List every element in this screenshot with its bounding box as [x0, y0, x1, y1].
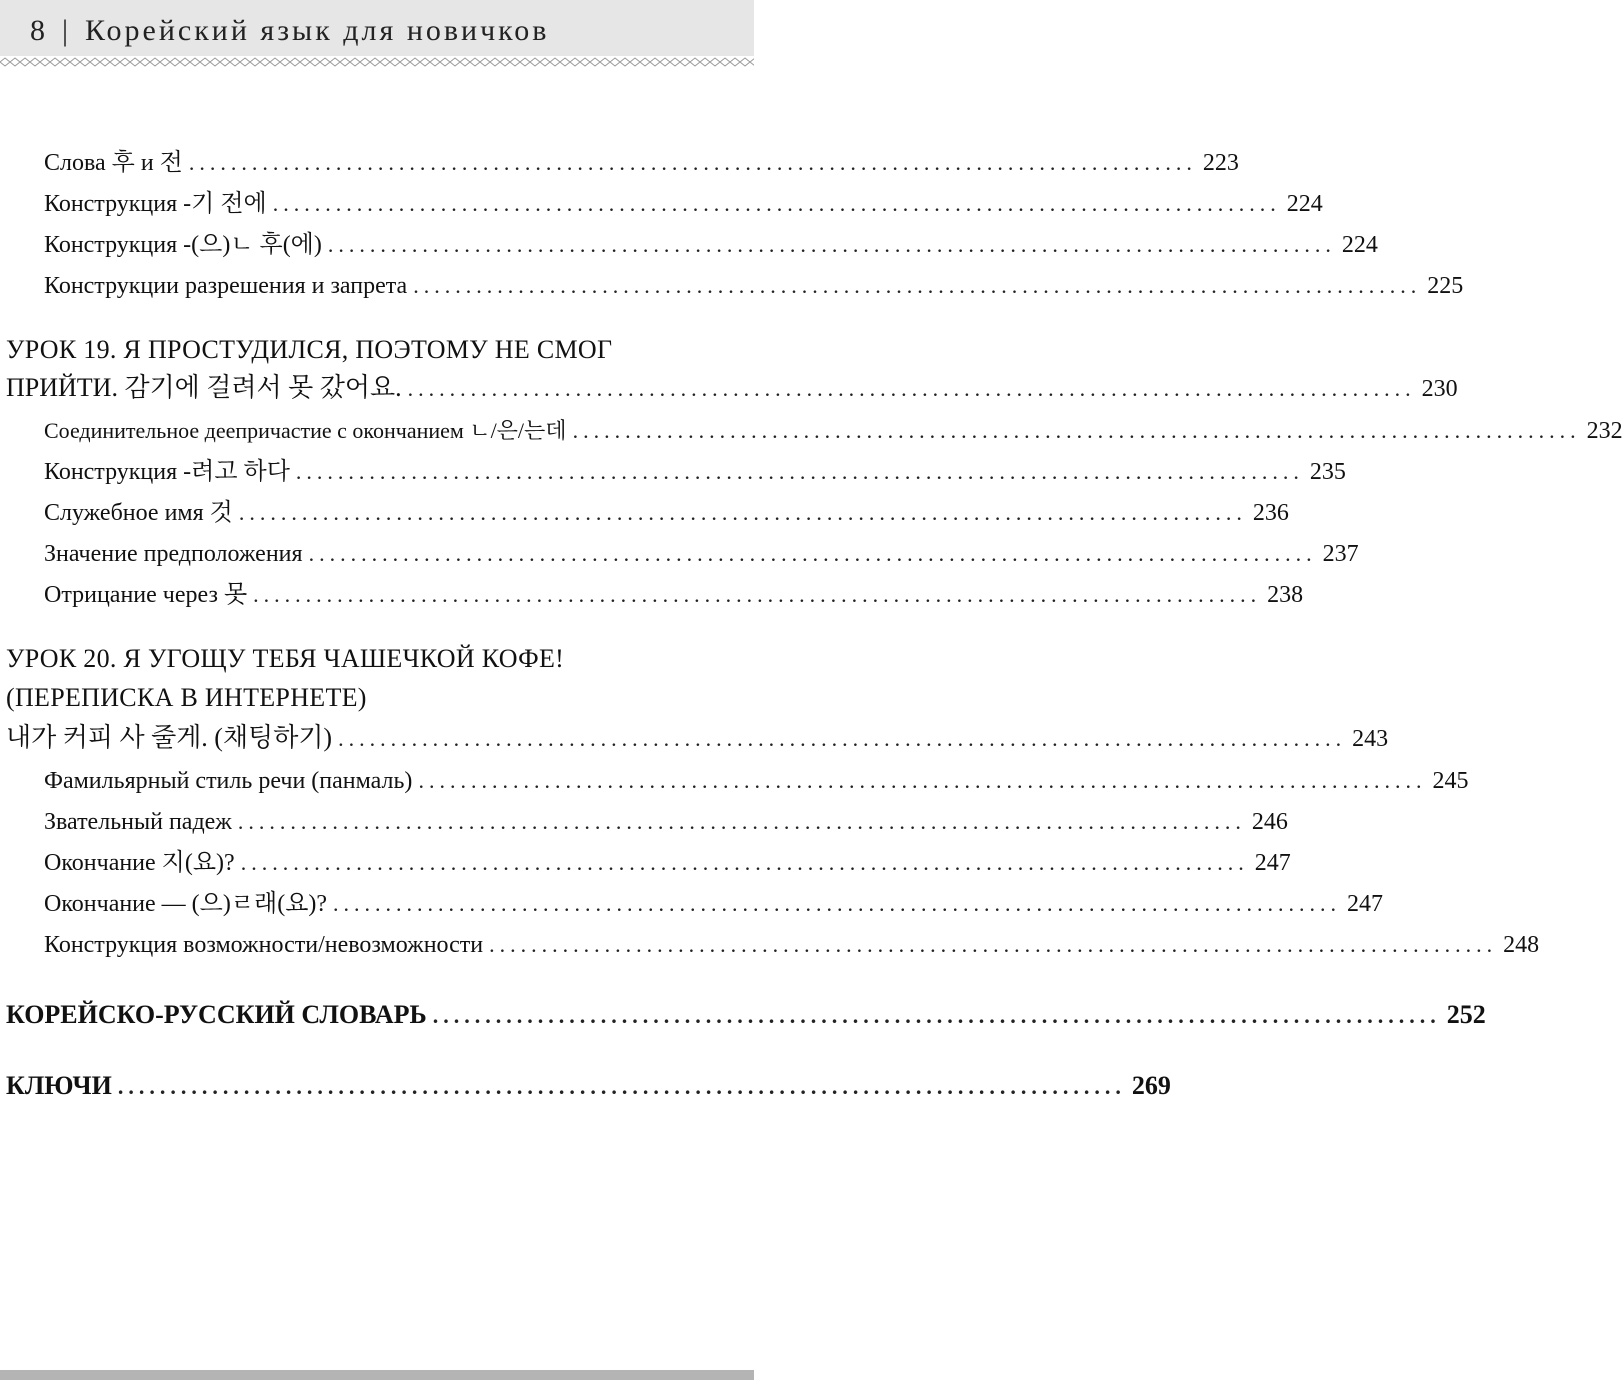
- lesson-20-entry[interactable]: [6, 723, 1389, 754]
- lesson-20-title-line1: УРОК 20. Я УГОЩУ ТЕБЯ ЧАШЕЧКОЙ КОФЕ!: [6, 644, 565, 673]
- toc-entry-label: Соединительное деепричастие с окончанием ㄴ/은/는데: [44, 418, 567, 443]
- toc-entry[interactable]: [44, 580, 1304, 610]
- dictionary-label: КОРЕЙСКО-РУССКИЙ СЛОВАРЬ: [6, 1000, 427, 1029]
- footer-bar: [0, 1370, 754, 1380]
- toc-entry[interactable]: [44, 766, 1469, 796]
- toc-entry-page: 223: [1202, 150, 1239, 176]
- toc-entry-label: Значение предположения: [44, 541, 303, 567]
- toc-entry[interactable]: [44, 230, 1378, 260]
- dictionary-entry[interactable]: [6, 1000, 1486, 1031]
- toc-entry[interactable]: [44, 848, 1291, 878]
- leader-dots: ................................................................................................: [240, 850, 1249, 875]
- leader-dots: ................................................................................................: [333, 891, 1342, 916]
- toc-entry-page: 243: [1352, 726, 1389, 752]
- toc-entry-page: 236: [1252, 500, 1289, 526]
- toc-entry[interactable]: [44, 148, 1239, 178]
- toc-entry-label: Конструкция возможности/невозможности: [44, 932, 484, 958]
- toc-entry-label: Фамильярный стиль речи (панмаль): [44, 768, 413, 794]
- toc-entry[interactable]: [44, 457, 1346, 487]
- toc-entry[interactable]: [44, 271, 1464, 301]
- toc-entry[interactable]: [44, 930, 1540, 960]
- leader-dots: ................................................................................................: [237, 809, 1246, 834]
- leader-dots: ................................................................................................: [413, 273, 1422, 298]
- toc-entry[interactable]: [44, 416, 1623, 446]
- toc-entry-label: Окончание — (으)ㄹ래(요)?: [44, 891, 328, 917]
- toc-entry-label: Конструкции разрешения и запрета: [44, 273, 408, 299]
- leader-dots: ................................................................................................: [238, 500, 1247, 525]
- toc-entry-page: 248: [1503, 932, 1540, 958]
- toc-entry-page: 245: [1432, 768, 1469, 794]
- leader-dots: ................................................................................................: [338, 726, 1347, 751]
- keys-page: 269: [1131, 1071, 1171, 1100]
- keys-entry[interactable]: [6, 1071, 1171, 1102]
- leader-dots: ................................................................................................: [117, 1074, 1126, 1099]
- header-text: [30, 14, 549, 48]
- leader-dots: ................................................................................................: [253, 582, 1262, 607]
- leader-dots: ................................................................................................: [308, 541, 1317, 566]
- keys-label: КЛЮЧИ: [6, 1071, 112, 1100]
- toc-entry-page: 247: [1347, 891, 1384, 917]
- header-separator: |: [62, 14, 72, 47]
- leader-dots: ................................................................................................: [489, 932, 1498, 957]
- toc-entry[interactable]: [44, 189, 1323, 219]
- toc-entry-page: 224: [1341, 232, 1378, 258]
- leader-dots: ................................................................................................: [418, 768, 1427, 793]
- book-title: Корейский язык для новичков: [85, 14, 550, 47]
- toc-entry-label: Звательный падеж: [44, 809, 232, 835]
- toc-entry[interactable]: [44, 889, 1384, 919]
- toc-entry-page: 247: [1254, 850, 1291, 876]
- toc-entry-label: Конструкция -(으)ㄴ 후(에): [44, 232, 322, 258]
- toc-entry[interactable]: [44, 807, 1288, 837]
- toc-entry-page: 235: [1309, 459, 1346, 485]
- lesson-19-title-line2: ПРИЙТИ. 감기에 걸려서 못 갔어요.: [6, 373, 402, 402]
- toc-entry-label: Отрицание через 못: [44, 582, 248, 608]
- toc-entry-page: 224: [1286, 191, 1323, 217]
- leader-dots: ................................................................................................: [188, 150, 1197, 175]
- toc-entry[interactable]: [44, 498, 1289, 528]
- toc-entry-page: 225: [1427, 273, 1464, 299]
- decorative-border: [0, 56, 754, 68]
- leader-dots: ................................................................................................: [432, 1003, 1441, 1028]
- toc-entry-page: 230: [1421, 376, 1458, 402]
- dictionary-page: 252: [1446, 1000, 1486, 1029]
- toc-entry-page: 246: [1251, 809, 1288, 835]
- toc-entry-page: 232: [1586, 418, 1623, 444]
- lesson-20-title-line2: (ПЕРЕПИСКА В ИНТЕРНЕТЕ): [6, 683, 367, 712]
- leader-dots: ................................................................................................: [295, 459, 1304, 484]
- page-header: [0, 0, 754, 56]
- lesson-20-title-line3: 내가 커피 사 줄게. (채팅하기): [6, 723, 333, 752]
- leader-dots: ................................................................................................: [327, 232, 1336, 257]
- leader-dots: ................................................................................................: [572, 418, 1581, 443]
- lesson-19-title-line1: УРОК 19. Я ПРОСТУДИЛСЯ, ПОЭТОМУ НЕ СМОГ: [6, 335, 613, 364]
- toc-entry-page: 238: [1267, 582, 1304, 608]
- leader-dots: ................................................................................................: [272, 191, 1281, 216]
- toc-entry[interactable]: [44, 539, 1359, 569]
- lesson-19-entry[interactable]: [6, 373, 1458, 404]
- toc-entry-label: Окончание 지(요)?: [44, 850, 235, 876]
- page-number: 8: [30, 14, 48, 47]
- toc-entry-page: 237: [1322, 541, 1359, 567]
- leader-dots: ................................................................................................: [407, 376, 1416, 401]
- toc-entry-label: Служебное имя 것: [44, 500, 233, 526]
- toc-entry-label: Конструкция -기 전에: [44, 191, 267, 217]
- toc-entry-label: Конструкция -려고 하다: [44, 459, 290, 485]
- toc-entry-label: Слова 후 и 전: [44, 150, 183, 176]
